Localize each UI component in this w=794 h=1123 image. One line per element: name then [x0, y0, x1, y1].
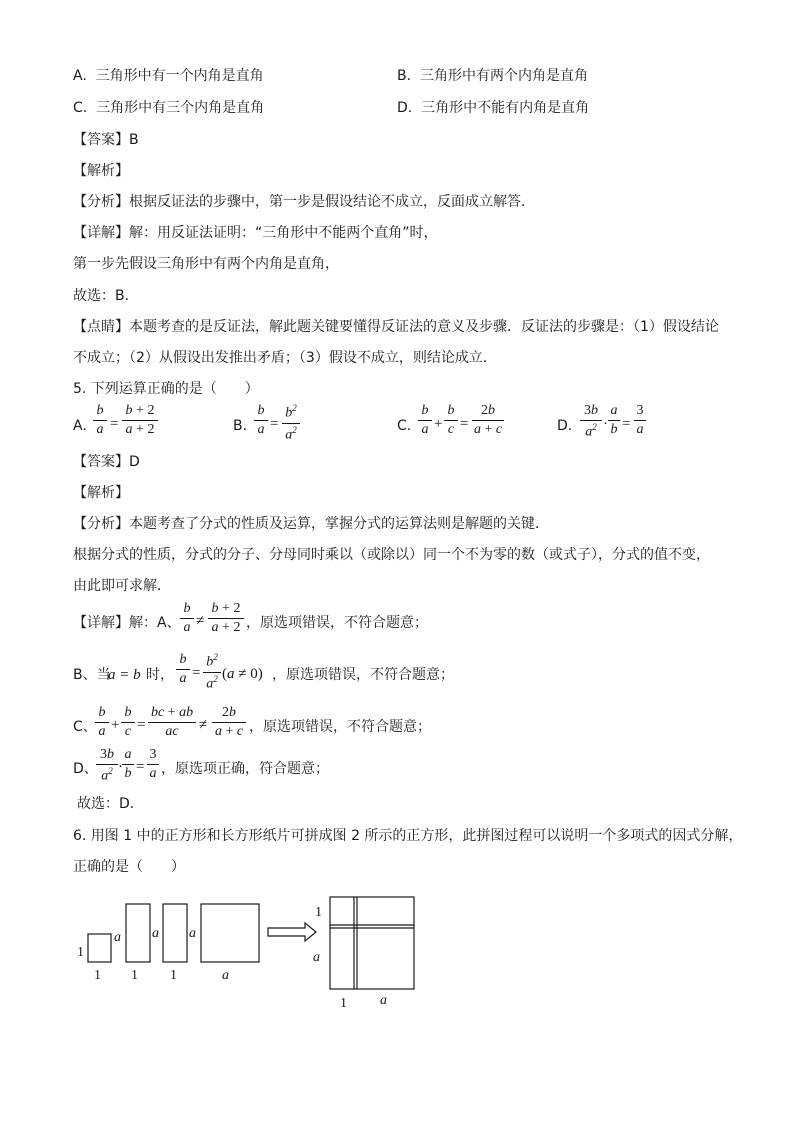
q5-a-eq: =	[110, 416, 119, 432]
q6-stem-line2: 正确的是（ ）	[73, 859, 185, 875]
q5-detail-c-frac-right: 2b a + c	[212, 706, 246, 739]
q5-d-frac-2: a b	[608, 404, 620, 437]
fig2-label-one-bottom: 1	[340, 996, 347, 1011]
q5-c-frac-1: b a	[418, 404, 432, 437]
q5-guxuan: 故选：D．	[77, 796, 144, 812]
q5-detail-a-frac-right: b + 2 a + 2	[208, 602, 244, 635]
q5-detail-d-eq: =	[136, 759, 145, 775]
fig1-label-a-3: a	[189, 926, 196, 941]
arrow-icon	[268, 923, 316, 941]
q5-detail-d-prefix: D、	[73, 761, 98, 777]
fig1-label-a-1: a	[114, 930, 121, 945]
fig1-large-square	[201, 904, 259, 962]
q5-detail-a-neq: ≠	[196, 613, 205, 629]
q5-option-c-label: C.	[397, 418, 412, 434]
q5-detail-d-dot: ·	[118, 759, 123, 775]
fig2-label-one-left: 1	[315, 905, 322, 920]
q5-jiexi: 【解析】	[73, 485, 129, 501]
q5-body-line1: 根据分式的性质，分式的分子、分母同时乘以（或除以）同一个不为零的数（或式子），分式的值不变，	[73, 547, 710, 563]
q5-detail-a-frac-left: b a	[180, 602, 194, 635]
fig1-label-one-2: 1	[131, 968, 138, 983]
fig2-label-a-left: a	[313, 950, 320, 965]
q5-a-frac-left: b a	[93, 404, 107, 437]
q5-detail-c-frac-1: b a	[95, 706, 109, 739]
q4-dianjing-line2: 不成立；（2）从假设出发推出矛盾；（3）假设不成立，则结论成立．	[73, 350, 497, 366]
q5-detail-c-frac-3: bc + ab ac	[148, 706, 196, 739]
fig1-label-one-bottom: 1	[94, 968, 101, 983]
fig1-label-a-2: a	[152, 926, 159, 941]
q5-b-eq: =	[270, 416, 279, 432]
q4-option-a: A. 三角形中有一个内角是直角	[73, 68, 264, 84]
q4-xiangjie-line1: 【详解】解：用反证法证明：“三角形中不能两个直角”时，	[73, 225, 438, 241]
q5-body-line2: 由此即可求解．	[73, 578, 171, 594]
fig1-rect-1	[126, 904, 150, 962]
q5-d-dot: ·	[603, 416, 608, 432]
fig1-small-square	[88, 934, 111, 962]
q5-option-b-label: B.	[233, 418, 248, 434]
fig2-square	[330, 897, 414, 989]
q5-d-eq: =	[622, 416, 631, 432]
q5-detail-a-tail: ，原选项错误，不符合题意；	[246, 615, 428, 631]
q5-a-frac-right: b + 2 a + 2	[122, 404, 158, 437]
q5-detail-c-prefix: C、	[73, 719, 97, 735]
q5-detail-c-plus: +	[111, 717, 120, 733]
q4-option-d: D. 三角形中不能有内角是直角	[397, 100, 590, 116]
q5-detail-b-cond: a = b	[108, 667, 141, 683]
q5-detail-b-mid: 时，	[146, 667, 174, 683]
q5-detail-d-tail: ，原选项正确，符合题意；	[161, 761, 329, 777]
q5-detail-b-condition: (a ≠ 0)	[222, 666, 263, 682]
q5-detail-a-prefix: 【详解】解：A、	[73, 615, 181, 631]
fig2-label-a-bottom: a	[380, 993, 387, 1008]
q5-detail-d-frac-1: 3b $a^2$	[96, 748, 118, 784]
q4-option-c: C. 三角形中有三个内角是直角	[73, 100, 265, 116]
q5-detail-c-neq: ≠	[199, 717, 208, 733]
q5-b-frac-right: $b^2$ $a^2$	[282, 404, 300, 442]
q5-detail-b-frac-left: b a	[176, 653, 190, 686]
q5-d-frac-1: 3b $a^2$	[580, 404, 602, 440]
fig1-rect-2	[163, 904, 187, 962]
q5-option-d-label: D.	[557, 418, 573, 434]
q5-detail-b-eq: =	[192, 665, 201, 681]
q5-answer: 【答案】D	[73, 454, 140, 470]
q6-stem-line1: 6. 用图 1 中的正方形和长方形纸片可拼成图 2 所示的正方形，此拼图过程可以说明一个多项式的因式分解，	[73, 828, 743, 844]
fig1-label-one-left: 1	[77, 945, 84, 960]
q5-detail-c-tail: ，原选项错误，不符合题意；	[249, 719, 431, 735]
q5-stem: 5. 下列运算正确的是（ ）	[73, 381, 259, 397]
q5-detail-b-tail: ，原选项错误，不符合题意；	[272, 667, 454, 683]
fig1-label-one-3: 1	[170, 968, 177, 983]
q5-fenxi: 【分析】本题考查了分式的性质及运算，掌握分式的运算法则是解题的关键．	[73, 516, 549, 532]
q5-d-frac-right: 3 a	[634, 404, 646, 437]
q4-option-b: B. 三角形中有两个内角是直角	[397, 68, 588, 84]
q5-c-plus: +	[434, 416, 443, 432]
q5-detail-b-prefix: B、当	[73, 667, 111, 683]
q5-b-frac-left: b a	[254, 404, 268, 437]
q4-fenxi: 【分析】根据反证法的步骤中，第一步是假设结论不成立，反面成立解答．	[73, 194, 535, 210]
q5-c-frac-right: 2b a + c	[473, 403, 503, 437]
q4-answer: 【答案】B	[73, 132, 139, 148]
q5-detail-b-frac-right: $b^2$ $a^2$	[203, 653, 221, 691]
q5-c-eq: =	[460, 416, 469, 432]
q4-dianjing-line1: 【点睛】本题考查的是反证法，解此题关键要懂得反证法的意义及步骤．反证法的步骤是：（1）假设结论	[73, 319, 719, 335]
q5-option-a-label: A.	[73, 418, 87, 434]
q4-guxuan: 故选：B．	[73, 288, 139, 304]
q4-xiangjie-line2: 第一步先假设三角形中有两个内角是直角，	[73, 256, 339, 272]
q5-c-frac-2: b c	[444, 404, 458, 437]
fig1-label-a-4: a	[222, 968, 229, 983]
q5-detail-c-frac-2: b c	[121, 706, 135, 739]
q5-detail-d-frac-right: 3 a	[147, 748, 159, 781]
q4-jiexi: 【解析】	[73, 163, 129, 179]
q5-detail-d-frac-2: a b	[122, 748, 134, 781]
q5-detail-c-eq: =	[137, 717, 146, 733]
